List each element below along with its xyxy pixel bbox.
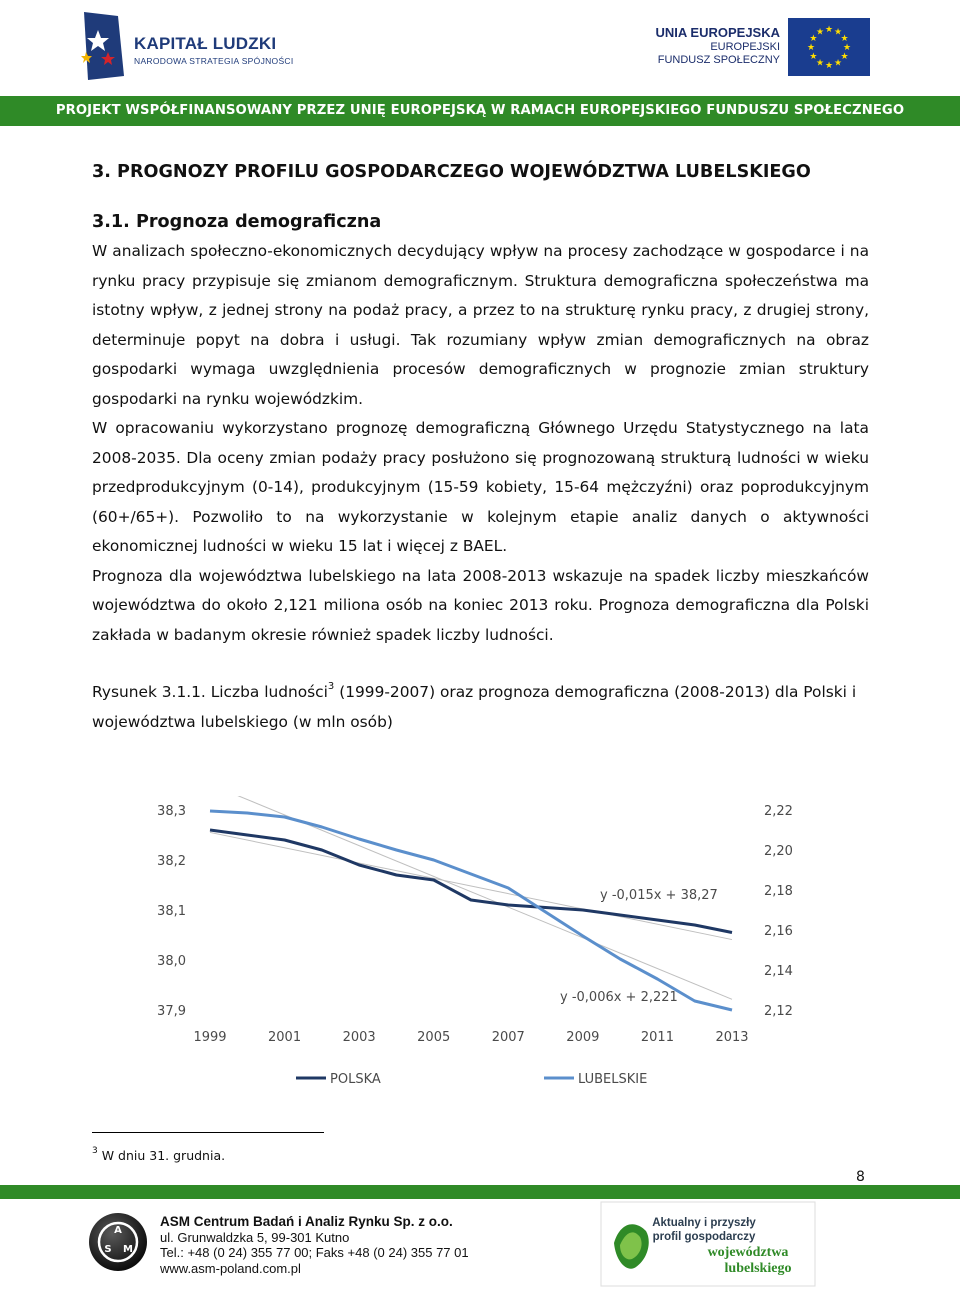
eu-star-icon: ★ — [842, 43, 852, 53]
page-number: 8 — [856, 1169, 865, 1185]
y-right-tick-label: 2,18 — [764, 884, 793, 899]
x-tick-label: 1999 — [193, 1030, 227, 1045]
asm-letter-s: S — [104, 1244, 112, 1255]
kapital-ludzki-logo — [78, 10, 298, 82]
footnote — [92, 1145, 226, 1163]
asm-letter-a: A — [114, 1225, 122, 1236]
trend-label: y -0,015x + 38,27 — [600, 888, 718, 903]
y-right-tick-label: 2,20 — [764, 844, 793, 859]
eu-logo-line3: FUNDUSZ SPOŁECZNY — [657, 54, 780, 66]
eu-star-icon: ★ — [809, 52, 818, 62]
figure-caption-after: (1999-2007) oraz prognoza demograficzna (2008-2013) dla Polski i województwa lubelskiego (w mln osób) — [92, 683, 857, 731]
figure-caption — [92, 678, 869, 737]
x-tick-label: 2007 — [491, 1030, 525, 1045]
eu-star-icon: ★ — [824, 25, 834, 35]
eu-flag-icon — [788, 18, 870, 76]
kapital-ludzki-logo-icon — [78, 12, 130, 80]
figure-caption-before: Rysunek 3.1.1. Liczba ludności — [92, 683, 328, 701]
badge-line2: profil gospodarczy — [652, 1231, 756, 1243]
footer-address: ul. Grunwaldzka 5, 99-301 Kutno — [160, 1229, 350, 1245]
eu-logo-line1: UNIA EUROPEJSKA — [655, 25, 780, 40]
badge-line4: lubelskiego — [724, 1261, 792, 1276]
figure-caption-footnote-ref: 3 — [327, 680, 335, 692]
eu-star-icon: ★ — [806, 43, 816, 53]
eu-star-icon: ★ — [824, 61, 834, 71]
eu-star-icon: ★ — [815, 27, 825, 38]
footnote-rule — [92, 1132, 324, 1133]
eu-star-icon: ★ — [815, 58, 825, 69]
y-left-tick-label: 38,1 — [157, 904, 186, 919]
section-title: 3.1. Prognoza demograficzna — [92, 212, 382, 232]
eu-star-icon: ★ — [840, 52, 849, 62]
y-right-tick-label: 2,22 — [764, 804, 793, 819]
eu-star-icon: ★ — [840, 34, 849, 44]
y-left-tick-label: 37,9 — [157, 1004, 186, 1019]
eu-star-icon: ★ — [809, 34, 818, 44]
eu-star-icon: ★ — [833, 58, 843, 69]
paragraph-2: W opracowaniu wykorzystano prognozę demograficzną Głównego Urzędu Statystycznego na lata 2008-2035. Dla oceny zmian podaży pracy posłużono się prognozowaną strukturą ludności w wieku przedprodukcyjnym (0-14), produkcyjnym (15-59 kobiety, 15-64 mężczyźni) oraz poprodukcyjnym (60+/65+). Pozwoliło to na wykorzystanie w kolejnym etapie analiz danych o aktywności ekonomicznej ludności w wieku 15 lat i więcej z BAEL. — [92, 419, 869, 555]
project-badge — [600, 1201, 816, 1287]
population-chart — [138, 796, 818, 1101]
y-left-tick-label: 38,0 — [157, 954, 186, 969]
paragraph-3: Prognoza dla województwa lubelskiego na lata 2008-2013 wskazuje na spadek liczby mieszkańców województwa do około 2,121 miliona osób na koniec 2013 roku. Prognoza demograficzna dla Polski zakłada w badanym okresie również spadek liczby ludności. — [92, 566, 869, 644]
x-tick-label: 2013 — [715, 1030, 749, 1045]
footer-contact — [160, 1214, 469, 1276]
eu-star-icon: ★ — [833, 27, 843, 38]
footer-phone: Tel.: +48 (0 24) 355 77 00; Faks +48 (0 24) 355 77 01 — [160, 1245, 469, 1260]
footer-band — [0, 1185, 960, 1199]
badge-line1: Aktualny i przyszły — [652, 1217, 756, 1229]
footer-website[interactable]: www.asm-poland.com.pl — [160, 1260, 301, 1276]
paragraph-1: W analizach społeczno-ekonomicznych decydujący wpływ na procesy zachodzące w gospodarce i na rynku pracy przypisuje się zmianom demograficznym. Struktura demograficzna społeczeństwa ma istotny wpływ, z jednej strony na podaż pracy, a przez to na strukturę rynku pracy, z drugiej strony, determinuje popyt na dobra i usługi. Tak rozumiany wpływ zmian demograficznych na obraz gospodarki wymaga uwzględnienia procesów demograficznych w prognozie zmian struktury gospodarki na rynku wojewódzkim. — [92, 242, 869, 408]
asm-letter-m: M — [123, 1244, 133, 1255]
y-left-tick-label: 38,3 — [157, 804, 186, 819]
chapter-title: 3. PROGNOZY PROFILU GOSPODARCZEGO WOJEWÓDZTWA LUBELSKIEGO — [92, 162, 811, 182]
x-tick-label: 2003 — [342, 1030, 376, 1045]
footnote-text: W dniu 31. grudnia. — [97, 1148, 226, 1163]
document-body — [92, 150, 869, 737]
project-banner: PROJEKT WSPÓŁFINANSOWANY PRZEZ UNIĘ EUROPEJSKĄ W RAMACH EUROPEJSKIEGO FUNDUSZU SPOŁECZNEGO — [0, 96, 960, 126]
x-tick-label: 2005 — [417, 1030, 451, 1045]
eu-logo — [644, 12, 884, 82]
footnote-marker: 3 — [92, 1145, 98, 1156]
legend-label: POLSKA — [330, 1072, 381, 1087]
y-left-tick-label: 38,2 — [157, 854, 186, 869]
badge-line3: województwa — [707, 1245, 789, 1260]
y-right-tick-label: 2,14 — [764, 964, 793, 979]
x-tick-label: 2011 — [640, 1030, 674, 1045]
x-tick-label: 2001 — [268, 1030, 302, 1045]
kapital-ludzki-title: KAPITAŁ LUDZKI — [134, 34, 277, 53]
series-line-polska — [210, 830, 732, 933]
y-right-tick-label: 2,16 — [764, 924, 793, 939]
y-right-tick-label: 2,12 — [764, 1004, 793, 1019]
trend-line — [210, 832, 732, 939]
legend-label: LUBELSKIE — [578, 1072, 648, 1087]
asm-logo-icon — [88, 1212, 148, 1272]
footer-company: ASM Centrum Badań i Analiz Rynku Sp. z o.o. — [160, 1214, 453, 1229]
x-tick-label: 2009 — [566, 1030, 600, 1045]
kapital-ludzki-subtitle: NARODOWA STRATEGIA SPÓJNOŚCI — [134, 56, 294, 66]
eu-logo-line2: EUROPEJSKI — [710, 41, 780, 53]
trend-label: y -0,006x + 2,221 — [560, 990, 678, 1005]
